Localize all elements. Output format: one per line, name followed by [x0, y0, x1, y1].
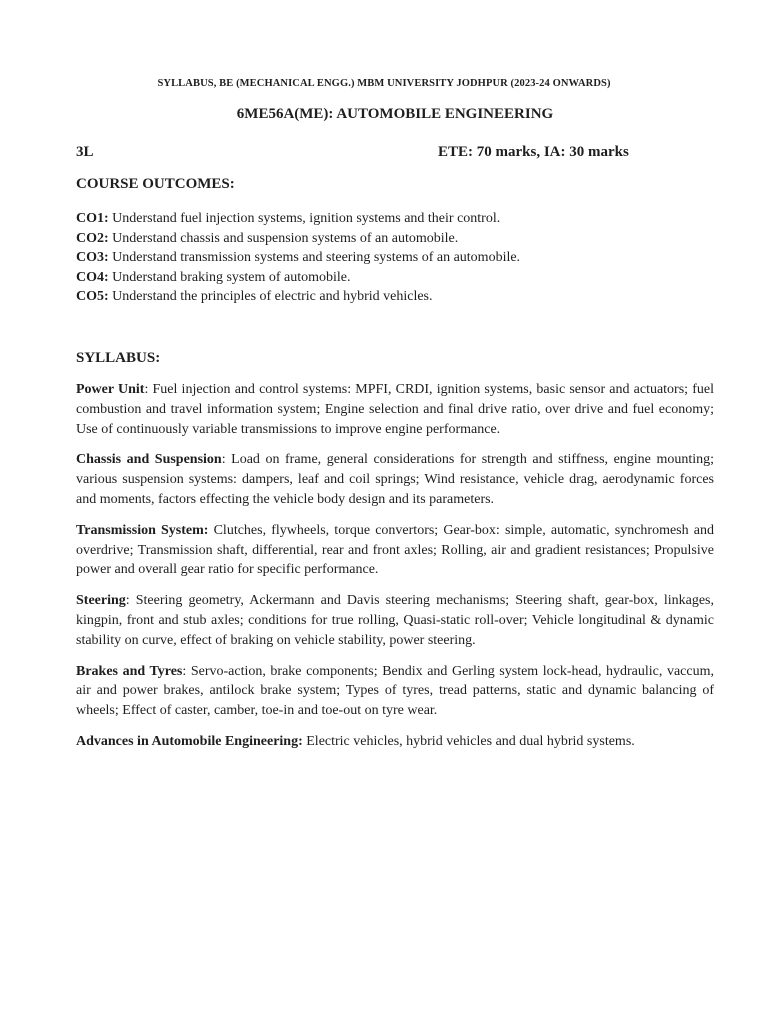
syllabus-header-line: SYLLABUS, BE (MECHANICAL ENGG.) MBM UNIVERSITY JODHPUR (2023-24 ONWARDS) — [157, 78, 611, 89]
topic-text: Fuel injection and control systems: MPFI, CRDI, ignition systems, basic sensor and actuators; fuel combustion and travel information system; Engine selection and final drive ratio, over drive and fuel economy; Use of continuously variable transmissions to improve engine performance. — [76, 382, 714, 437]
topic-separator: : — [182, 663, 187, 679]
course-outcome-code: CO1: — [76, 211, 109, 226]
syllabus-topic-transmission-system — [76, 521, 714, 580]
topic-title: Transmission System: — [76, 522, 209, 538]
syllabus-topic-brakes-tyres — [76, 662, 714, 721]
topic-separator: : — [221, 452, 226, 468]
course-outcome-text: Understand braking system of automobile. — [108, 269, 351, 285]
course-outcome-code: CO2: — [76, 230, 109, 246]
credits-label: 3L — [76, 144, 94, 160]
course-outcome-item — [76, 268, 696, 288]
topic-title: Advances in Automobile Engineering: — [76, 733, 303, 749]
topic-text: Clutches, flywheels, torque convertors; Gear-box: simple, automatic, synchromesh and overdrive; Transmission shaft, differential, rear and front axles; Rolling, air and gradient resistances; Propulsive power and overall gear ratio for specific performance. — [76, 522, 714, 578]
course-outcome-code: CO4: — [76, 269, 109, 285]
syllabus-topic-steering — [76, 591, 714, 650]
course-outcome-text: Understand chassis and suspension systems of an automobile. — [108, 230, 459, 246]
syllabus-topic-power-unit — [76, 380, 714, 439]
syllabus-topic-advances — [76, 732, 714, 752]
course-title: 6ME56A(ME): AUTOMOBILE ENGINEERING — [236, 106, 554, 122]
course-outcome-item — [76, 229, 696, 249]
topic-title: Power Unit — [76, 382, 145, 397]
topic-title: Brakes and Tyres — [76, 663, 183, 679]
syllabus-body — [76, 380, 714, 763]
marks-label: ETE: 70 marks, IA: 30 marks — [438, 144, 629, 160]
syllabus-topic-chassis-suspension — [76, 450, 714, 509]
course-outcome-code: CO5: — [76, 289, 109, 304]
course-outcome-item — [76, 287, 696, 307]
course-outcome-item — [76, 209, 696, 229]
topic-title: Steering — [76, 593, 126, 609]
topic-text: Servo-action, brake components; Bendix and Gerling system lock-head, hydraulic, vaccum, air and power brakes, antilock brake system; Types of tyres, tread patterns, static and dynamic balancing of wheels; Effect of caster, camber, toe-in and toe-out on tyre wear. — [76, 663, 714, 719]
course-outcome-code: CO3: — [76, 250, 109, 265]
topic-text: Load on frame, general considerations for strength and stiffness, engine mounting; various suspension systems: dampers, leaf and coil springs; Wind resistance, vehicle drag, aerodynamic forces and moments, factors effecting the vehicle body design and its parameters. — [76, 452, 714, 507]
course-outcomes-list — [76, 209, 696, 307]
topic-separator: : — [125, 593, 130, 609]
course-outcome-text: Understand the principles of electric and hybrid vehicles. — [108, 289, 433, 304]
topic-text: Electric vehicles, hybrid vehicles and dual hybrid systems. — [302, 733, 635, 749]
topic-separator: : — [144, 382, 149, 397]
course-outcome-text: Understand transmission systems and steering systems of an automobile. — [108, 250, 521, 265]
course-outcomes-heading: COURSE OUTCOMES: — [76, 176, 235, 192]
topic-title: Chassis and Suspension — [76, 452, 222, 468]
syllabus-heading: SYLLABUS: — [76, 350, 161, 366]
course-outcome-item — [76, 248, 696, 268]
course-outcome-text: Understand fuel injection systems, ignition systems and their control. — [108, 211, 501, 226]
topic-text: Steering geometry, Ackermann and Davis steering mechanisms; Steering shaft, gear-box, linkages, kingpin, front and stub axles; conditions for true rolling, Quasi-static roll-over; Vehicle longitudinal & dynamic stability on curve, effect of braking on vehicle stability, power steering. — [76, 593, 714, 648]
